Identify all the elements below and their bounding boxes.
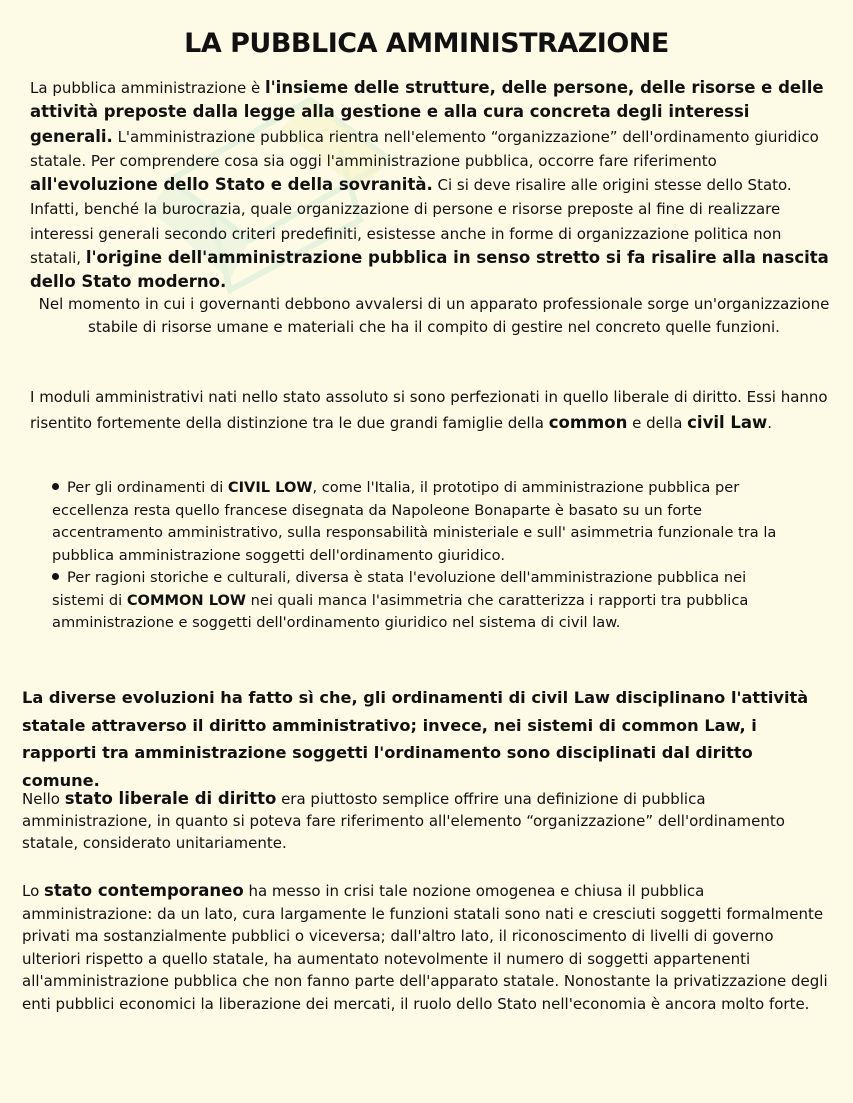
apparatus-paragraph: Nel momento in cui i governanti debbono avvalersi di un apparato professionale sorge un'organizzazione stabile di risorse umane e materiali che ha il compito di gestire nel concreto quelle funzioni. [38,295,830,336]
list-item-common-law: Per ragioni storiche e culturali, diversa è stata l'evoluzione dell'amministrazione pubblica nei sistemi di COMMON LOW nei quali manca l'asimmetria che caratterizza i rapporti tra pubblica amministrazione e soggetti dell'ordinamento giuridico nel sistema di civil law. [52,569,749,631]
bullet-icon [52,573,59,580]
evolution-paragraph: La diverse evoluzioni ha fatto sì che, gli ordinamenti di civil Law disciplinano l'attività statale attraverso il diritto amministrativo; invece, nei sistemi di common Law, i rapporti tra amministrazione soggetti l'ordinamento sono disciplinati dal diritto comune. [22,688,809,790]
law-systems-list [52,477,787,635]
intro-paragraph: La pubblica amministrazione è l'insieme delle strutture, delle persone, delle risorse e delle attività preposte dalla legge alla gestione e alla cura concreta degli interessi generali. L'amministrazione pubblica rientra nell'elemento “organizzazione” dell'ordinamento giuridico statale. Per comprendere cosa sia oggi l'amministrazione pubblica, occorre fare riferimento all'evoluzione dello Stato e della sovranità. Ci si deve risalire alle origini stesse dello Stato. Infatti, benché la burocrazia, quale organizzazione di persone e risorse preposte al fine di realizzare interessi generali secondo criteri predefiniti, esistesse anche in forme di organizzazione politica non statali, l'origine dell'amministrazione pubblica in senso stretto si fa risalire alla nascita dello Stato moderno. [30,78,829,292]
modules-paragraph: I moduli amministrativi nati nello stato assoluto si sono perfezionati in quello liberale di diritto. Essi hanno risentito fortemente della distinzione tra le due grandi famiglie della common e della civil Law. [30,388,828,432]
page-title: LA PUBBLICA AMMINISTRAZIONE [184,28,669,59]
contemporary-state-paragraph: Lo stato contemporaneo ha messo in crisi tale nozione omogenea e chiusa il pubblica amministrazione: da un lato, cura largamente le funzioni statali sono nati e cresciuti soggetti formalmente privati ma sostanzialmente pubblici o viceversa; dall'altro lato, il riconoscimento di livelli di governo ulteriori rispetto a quello statale, ha aumentato notevolmente il numero di soggetti appartenenti all'amministrazione pubblica che non fanno parte dell'apparato statale. Nonostante la privatizzazione degli enti pubblici economici la liberazione dei mercati, il ruolo dello Stato nell'economia è ancora molto forte. [22,881,828,1013]
bullet-icon [52,483,59,490]
liberal-state-paragraph: Nello stato liberale di diritto era piuttosto semplice offrire una definizione di pubblica amministrazione, in quanto si poteva fare riferimento all'elemento “organizzazione” dell'ordinamento statale, considerato unitariamente. [22,789,785,852]
list-item-civil-law: Per gli ordinamenti di CIVIL LOW, come l'Italia, il prototipo di amministrazione pubblica per eccellenza resta quello francese disegnata da Napoleone Bonaparte è basato su un forte accentramento amministrativo, sulla responsabilità ministeriale e sull' asimmetria funzionale tra la pubblica amministrazione soggetti dell'ordinamento giuridico. [52,479,777,564]
